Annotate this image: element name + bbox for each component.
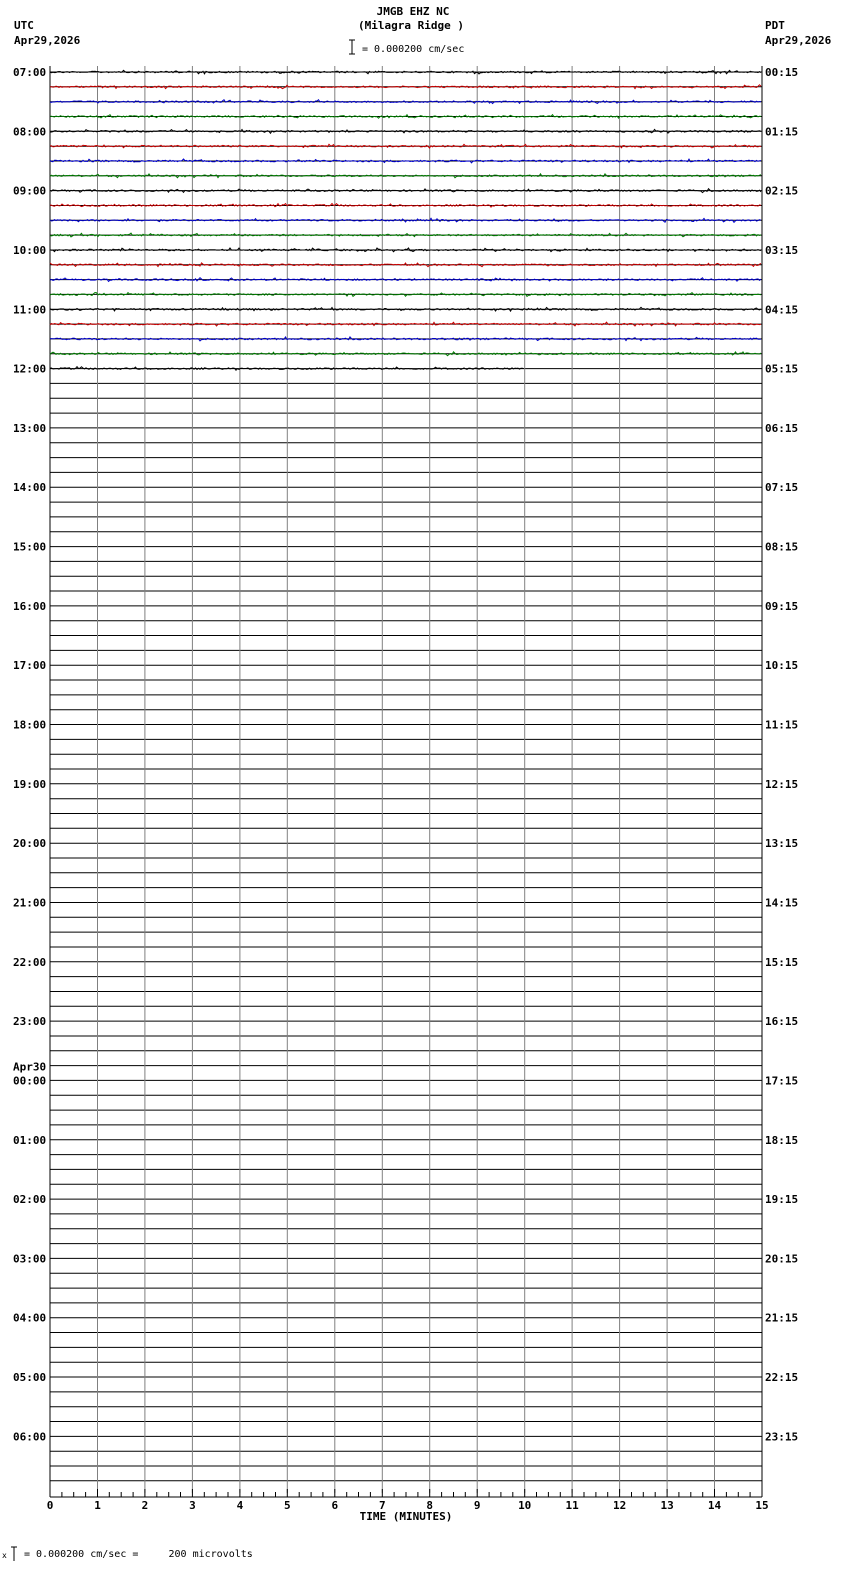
utc-hour-label: 22:00 xyxy=(13,955,47,969)
utc-date-label: Apr30 xyxy=(13,1060,47,1074)
x-tick-label: 6 xyxy=(331,1499,339,1512)
station-title: JMGB EHZ NC xyxy=(376,5,450,18)
pdt-hour-label: 01:15 xyxy=(765,125,799,139)
x-axis xyxy=(47,1489,769,1523)
x-tick-label: 3 xyxy=(189,1499,196,1512)
pdt-hour-label: 22:15 xyxy=(765,1371,799,1384)
station-location: (Milagra Ridge ) xyxy=(358,19,464,32)
x-tick-label: 1 xyxy=(94,1499,101,1512)
utc-hour-label: 08:00 xyxy=(13,125,47,139)
pdt-hour-label: 04:15 xyxy=(765,303,799,317)
utc-hour-label: 07:00 xyxy=(13,66,47,79)
utc-hour-label: 10:00 xyxy=(13,244,47,257)
x-tick-label: 15 xyxy=(755,1499,769,1512)
x-tick-label: 14 xyxy=(707,1499,722,1512)
footer-marker: x xyxy=(2,1551,7,1560)
x-tick-label: 12 xyxy=(612,1499,627,1512)
pdt-hour-label: 23:15 xyxy=(765,1430,799,1444)
pdt-hour-label: 12:15 xyxy=(765,777,799,791)
pdt-hour-label: 08:15 xyxy=(765,540,799,554)
pdt-hour-label: 14:15 xyxy=(765,896,799,910)
scale-bar-icon xyxy=(349,40,355,54)
pdt-hour-label: 13:15 xyxy=(765,837,799,851)
x-tick-label: 5 xyxy=(283,1499,291,1512)
utc-hour-label: 16:00 xyxy=(13,599,47,613)
x-axis-title: TIME (MINUTES) xyxy=(359,1510,453,1523)
x-tick-label: 7 xyxy=(378,1499,386,1512)
trace-row xyxy=(50,159,761,163)
pdt-hour-label: 15:15 xyxy=(765,955,799,969)
x-tick-label: 10 xyxy=(518,1499,532,1512)
utc-hour-label: 09:00 xyxy=(13,184,47,198)
utc-hour-label: 15:00 xyxy=(13,540,47,554)
x-tick-label: 13 xyxy=(660,1499,674,1512)
pdt-hour-label: 09:15 xyxy=(765,599,799,613)
pdt-hour-label: 18:15 xyxy=(765,1133,799,1147)
utc-hour-label: 03:00 xyxy=(13,1252,47,1266)
utc-hour-label: 17:00 xyxy=(13,659,47,673)
right-timezone: PDT xyxy=(765,19,785,32)
utc-hour-label: 01:00 xyxy=(13,1133,47,1147)
footer-scale-text: = 0.000200 cm/sec = 200 microvolts xyxy=(24,1549,253,1560)
pdt-hour-label: 16:15 xyxy=(765,1015,799,1029)
pdt-hour-label: 17:15 xyxy=(765,1074,799,1088)
utc-hour-label: 12:00 xyxy=(13,362,47,376)
utc-hour-label: 13:00 xyxy=(13,421,47,435)
pdt-hour-label: 19:15 xyxy=(765,1193,799,1207)
utc-hour-label: 02:00 xyxy=(13,1193,47,1207)
utc-hour-label: 23:00 xyxy=(13,1015,47,1029)
x-tick-label: 2 xyxy=(141,1499,149,1512)
x-tick-label: 0 xyxy=(46,1499,54,1512)
x-tick-label: 8 xyxy=(426,1499,434,1512)
pdt-hour-label: 10:15 xyxy=(765,659,799,673)
utc-hour-label: 05:00 xyxy=(13,1371,47,1384)
utc-hour-label: 11:00 xyxy=(13,303,47,317)
utc-hour-label: 20:00 xyxy=(13,837,47,851)
pdt-hour-label: 11:15 xyxy=(765,718,799,732)
pdt-hour-label: 20:15 xyxy=(765,1252,799,1266)
pdt-hour-label: 07:15 xyxy=(765,481,799,495)
utc-hour-label: 06:00 xyxy=(13,1430,47,1444)
utc-hour-label: 14:00 xyxy=(13,481,47,495)
pdt-hour-label: 06:15 xyxy=(765,421,799,435)
footer-scale-bar-icon xyxy=(11,1547,17,1561)
utc-hour-label: 21:00 xyxy=(13,896,47,910)
x-tick-label: 4 xyxy=(236,1499,244,1512)
utc-hour-label: 04:00 xyxy=(13,1311,47,1325)
pdt-hour-label: 00:15 xyxy=(765,66,799,79)
pdt-hour-label: 05:15 xyxy=(765,362,799,376)
pdt-hour-label: 02:15 xyxy=(765,184,799,198)
x-tick-label: 9 xyxy=(473,1499,481,1512)
pdt-hour-label: 21:15 xyxy=(765,1311,799,1325)
right-date: Apr29,2026 xyxy=(765,34,832,47)
pdt-hour-label: 03:15 xyxy=(765,244,799,257)
trace-row xyxy=(50,174,761,178)
trace-row xyxy=(50,233,761,237)
scale-label: = 0.000200 cm/sec xyxy=(362,44,465,55)
utc-hour-label: 18:00 xyxy=(13,718,47,732)
trace-row xyxy=(50,189,761,193)
left-date: Apr29,2026 xyxy=(14,34,81,47)
left-timezone: UTC xyxy=(14,19,34,32)
x-tick-label: 11 xyxy=(565,1499,579,1512)
utc-hour-label: 19:00 xyxy=(13,777,47,791)
utc-hour-label: 00:00 xyxy=(13,1074,47,1088)
